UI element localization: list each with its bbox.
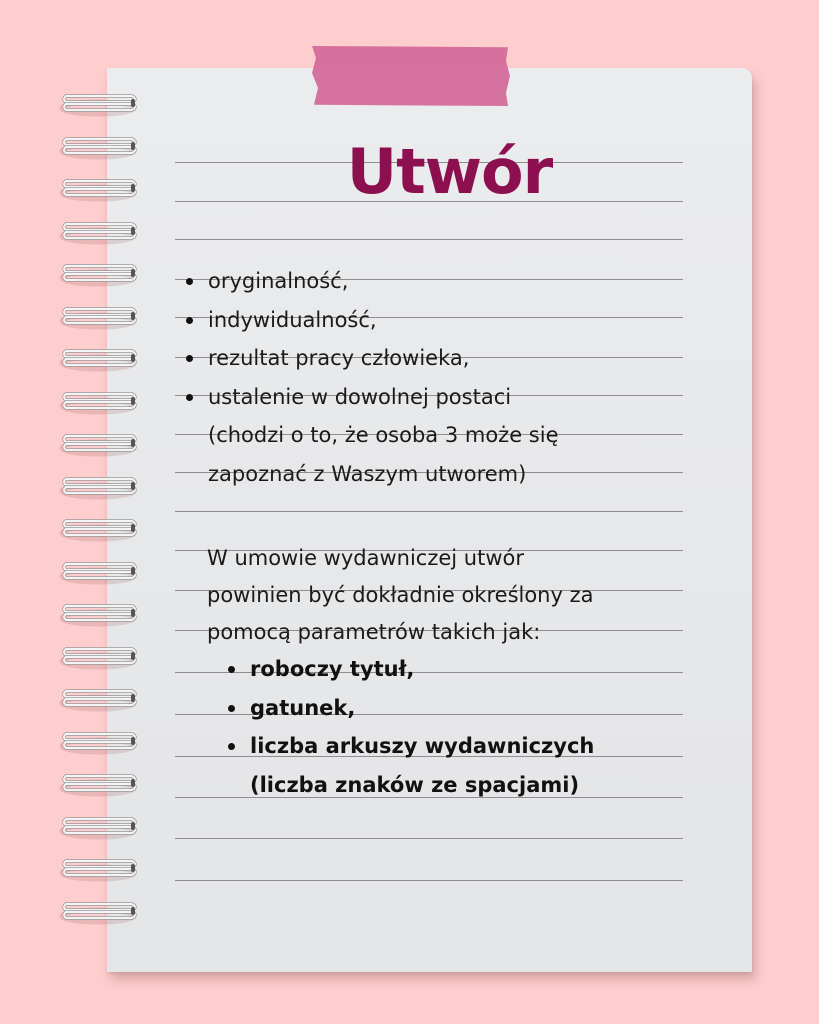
ruled-line — [175, 880, 683, 881]
spiral-ring-icon — [58, 556, 140, 586]
spiral-ring-icon — [58, 641, 140, 671]
contract-paragraph: W umowie wydawniczej utwór powinien być dokładnie określony za pomocą parametrów takich jak: — [207, 546, 594, 644]
spiral-ring-icon — [58, 598, 140, 628]
spiral-ring-icon — [58, 471, 140, 501]
spiral-ring-icon — [58, 683, 140, 713]
list-item: roboczy tytuł, — [226, 650, 594, 689]
ruled-line — [175, 511, 683, 512]
spiral-ring-icon — [58, 428, 140, 458]
parameter-note: (liczba znaków ze spacjami) — [250, 772, 580, 797]
bullet-icon — [186, 317, 193, 324]
list-item: gatunek, — [226, 689, 594, 728]
ruled-line — [175, 239, 683, 240]
bullet-icon — [228, 743, 235, 750]
feature-note: (chodzi o to, że osoba 3 może się — [208, 423, 559, 447]
list-item: liczba arkuszy wydawniczych — [226, 727, 594, 766]
feature-note: zapoznać z Waszym utworem) — [208, 461, 527, 486]
spiral-ring-icon — [58, 811, 140, 841]
spiral-ring-icon — [58, 343, 140, 373]
bullet-icon — [228, 666, 235, 673]
bullet-icon — [228, 705, 235, 712]
spiral-ring-icon — [58, 896, 140, 926]
ruled-line — [175, 838, 683, 839]
spiral-ring-icon — [58, 768, 140, 798]
features-list — [184, 262, 559, 493]
spiral-ring-icon — [58, 258, 140, 288]
page-title: Utwór — [346, 135, 553, 208]
parameters-list — [226, 650, 594, 804]
list-item: rezultat pracy człowieka, — [184, 339, 559, 378]
list-item: ustalenie w dowolnej postaci — [184, 378, 559, 417]
spiral-ring-icon — [58, 216, 140, 246]
spiral-ring-icon — [58, 88, 140, 118]
spiral-ring-icon — [58, 301, 140, 331]
spiral-ring-icon — [58, 386, 140, 416]
washi-tape — [310, 46, 510, 106]
bullet-icon — [186, 394, 193, 401]
bullet-icon — [186, 278, 193, 285]
bullet-icon — [186, 355, 193, 362]
spiral-ring-icon — [58, 513, 140, 543]
list-item: indywidualność, — [184, 301, 559, 340]
list-item: oryginalność, — [184, 262, 559, 301]
spiral-ring-icon — [58, 853, 140, 883]
spiral-ring-icon — [58, 726, 140, 756]
